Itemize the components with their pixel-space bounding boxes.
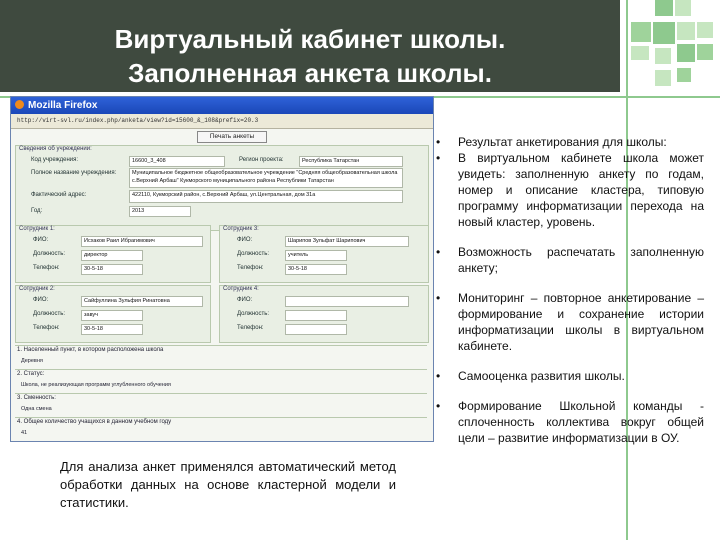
decor-square [675,0,691,16]
question-1: 1. Населенный пункт, в котором расположена школа [17,347,164,353]
slide-title-line2: Заполненная анкета школы. [128,58,492,88]
year-label: Год: [31,208,43,214]
employee-position-label: Должность: [33,251,66,257]
decor-square [653,22,675,44]
browser-window [10,96,434,442]
divider [15,393,427,394]
decor-square [697,22,713,38]
decor-square [655,0,673,16]
employee-phone: 30-5-18 [81,324,143,335]
address-label: Фактический адрес: [31,192,87,198]
school-code-label: Код учреждения: [31,157,79,163]
employee-fio-label: ФИО: [237,237,253,243]
decor-square [655,70,671,86]
print-form-button[interactable]: Печать анкеты [197,131,267,143]
employee-fio: Шарипов Зульфат Шарипович [285,236,409,247]
answer-3: Одна смена [21,406,52,412]
employee-fio: Исхаков Раил Ибрагимович [81,236,203,247]
analysis-note: Для анализа анкет применялся автоматический метод обработки данных на основе кластерной модели и статистики. [60,459,396,510]
employee-phone: 30-5-18 [81,264,143,275]
firefox-icon [15,100,24,109]
employee-label: Сотрудник 3: [223,226,259,232]
school-name-value: Муниципальное бюджетное общеобразовательное учреждение "Средняя общеобразовательная школа с.Верхний Арбаш" Кукморского муниципального района Республики Татарстан [129,168,403,188]
answer-2: Школа, не реализующая программ углубленного обучения [21,382,171,388]
employee-label: Сотрудник 4: [223,286,259,292]
slide-title-line1: Виртуальный кабинет школы. [114,24,506,54]
decor-square [655,48,671,64]
school-info-label: Сведения об учреждении: [19,146,92,152]
decor-square [677,68,691,82]
employee-fio-label: ФИО: [33,297,49,303]
employee-fio [285,296,409,307]
school-code-value: 16600_3_408 [129,156,225,167]
address-value: 422110, Кукморский район, с.Верхний Арбаш, ул.Центральная, дом 31а [129,190,403,203]
decor-square [677,44,695,62]
decor-square [677,22,695,40]
divider [15,369,427,370]
bullet-item: • Возможность распечатать заполненную анкету; [436,244,704,276]
employee-position: учитель [285,250,347,261]
question-3: 3. Сменность: [17,395,56,401]
employee-phone [285,324,347,335]
employee-phone-label: Телефон: [237,325,264,331]
bullet-item: • Самооценка развития школы. [436,368,704,384]
question-2: 2. Статус: [17,371,45,377]
region-value: Республика Татарстан [299,156,403,167]
question-4: 4. Общее количество учащихся в данном учебном году [17,419,172,425]
divider [15,417,427,418]
employee-position: завуч [81,310,143,321]
bullet-item: • В виртуальном кабинете школа может увидеть: заполненную анкету по годам, номер и описание кластера, типовую программу информатизации перехода на новый кластер, уровень. [436,150,704,230]
employee-position-label: Должность: [237,311,270,317]
divider [15,345,427,346]
employee-label: Сотрудник 2: [19,286,55,292]
bullet-list [436,134,704,460]
address-bar[interactable]: http://virt-svl.ru/index.php/anketa/view?id=15600_&_108&prefix=20.3 [11,114,433,129]
employee-phone: 30-5-18 [285,264,347,275]
bullet-item: • Мониторинг – повторное анкетирование – формирование и сохранение истории информатизации школы в виртуальном кабинете. [436,290,704,354]
employee-phone-label: Телефон: [237,265,264,271]
browser-titlebar [11,97,433,114]
bullet-item: • Результат анкетирования для школы: [436,134,704,150]
employee-position: директор [81,250,143,261]
employee-phone-label: Телефон: [33,265,60,271]
decor-square [697,44,713,60]
employee-phone-label: Телефон: [33,325,60,331]
employee-position-label: Должность: [237,251,270,257]
region-label: Регион проекта: [239,157,284,163]
employee-fio: Сайфуллина Зульфия Ринатовна [81,296,203,307]
school-name-label: Полное название учреждения: [31,170,117,176]
employee-label: Сотрудник 1: [19,226,55,232]
answer-1: Деревня [21,358,43,364]
employee-fio-label: ФИО: [33,237,49,243]
employee-position [285,310,347,321]
employee-fio-label: ФИО: [237,297,253,303]
slide-title [0,22,620,90]
browser-title: Mozilla Firefox [28,100,98,111]
decor-square [631,22,651,42]
employee-position-label: Должность: [33,311,66,317]
decor-square [631,46,649,60]
year-value: 2013 [129,206,191,217]
answer-4: 41 [21,430,28,436]
bullet-item: • Формирование Школьной команды - сплоченность коллектива вокруг общей цели – развитие информатизации в ОУ. [436,398,704,446]
